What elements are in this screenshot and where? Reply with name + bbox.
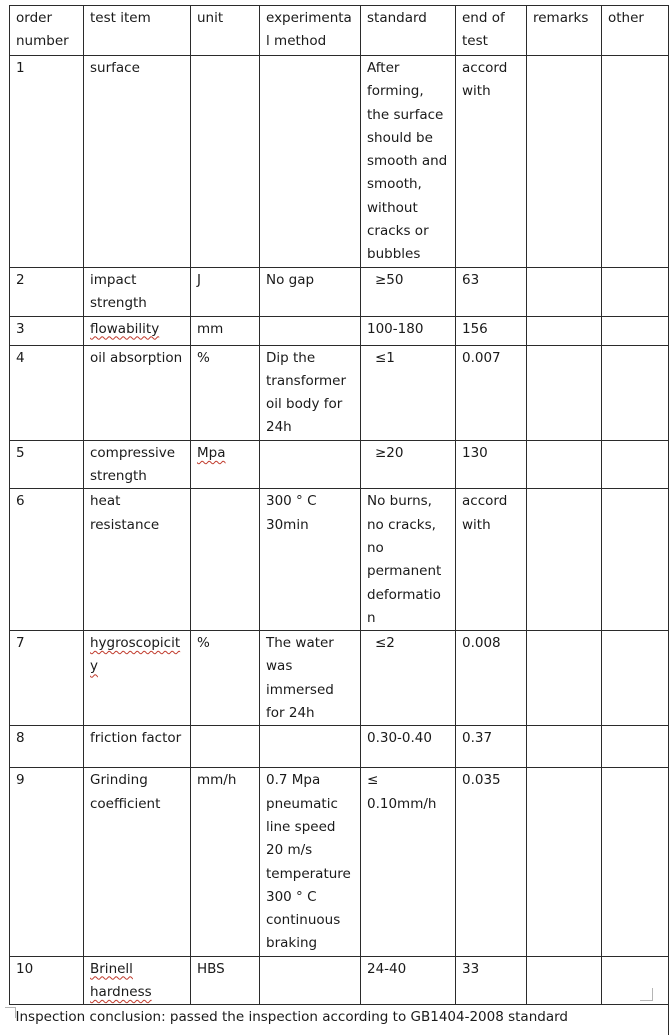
cell-method: [260, 956, 361, 1005]
cell-standard: 0.30-0.40: [361, 726, 456, 768]
cell-item: compressive strength: [84, 440, 191, 489]
cell-result: 130: [456, 440, 527, 489]
cell-unit: [191, 440, 260, 489]
cell-unit: %: [191, 631, 260, 726]
cell-other: [602, 440, 669, 489]
cell-item: Grinding coefficient: [84, 768, 191, 956]
cell-other: [602, 956, 669, 1005]
cell-unit: HBS: [191, 956, 260, 1005]
cell-unit: mm/h: [191, 768, 260, 956]
cell-method: [260, 316, 361, 345]
cell-unit: [191, 489, 260, 631]
cell-order: 5: [10, 440, 84, 489]
cell-result: accord with: [456, 56, 527, 268]
cell-item: [84, 316, 191, 345]
cell-order: 10: [10, 956, 84, 1005]
table-row: [10, 56, 669, 268]
cell-method: Dip the transformer oil body for 24h: [260, 345, 361, 440]
cell-unit: mm: [191, 316, 260, 345]
cell-item: heat resistance: [84, 489, 191, 631]
cell-result: 0.035: [456, 768, 527, 956]
conclusion-row: [10, 1005, 669, 1035]
cell-order: 3: [10, 316, 84, 345]
cell-remarks: [527, 268, 602, 317]
cell-remarks: [527, 345, 602, 440]
cell-item: friction factor: [84, 726, 191, 768]
cell-order: 7: [10, 631, 84, 726]
cell-standard: 100-180: [361, 316, 456, 345]
cell-remarks: [527, 726, 602, 768]
cell-result: 63: [456, 268, 527, 317]
table-row: [10, 956, 669, 1005]
cell-item: surface: [84, 56, 191, 268]
cell-remarks: [527, 489, 602, 631]
cell-result: 33: [456, 956, 527, 1005]
cell-standard: ≤2: [361, 631, 456, 726]
cell-other: [602, 345, 669, 440]
col-header-other: other: [602, 6, 669, 56]
cell-remarks: [527, 56, 602, 268]
header-row: [10, 6, 669, 56]
cell-remarks: [527, 956, 602, 1005]
cell-item-text: hygroscopicity: [90, 635, 181, 675]
cell-other: [602, 56, 669, 268]
cell-result: accord with: [456, 489, 527, 631]
col-header-test-item: test item: [84, 6, 191, 56]
cell-order: 4: [10, 345, 84, 440]
table-row: [10, 489, 669, 631]
cell-standard: 24-40: [361, 956, 456, 1005]
cell-other: [602, 726, 669, 768]
cell-other: [602, 631, 669, 726]
cell-order: 9: [10, 768, 84, 956]
cell-standard: No burns, no cracks, no permanent deformation: [361, 489, 456, 631]
page-corner-mark: [640, 988, 653, 1001]
cell-order: 2: [10, 268, 84, 317]
cell-unit: J: [191, 268, 260, 317]
cell-method: The water was immersed for 24h: [260, 631, 361, 726]
cell-standard: ≥50: [361, 268, 456, 317]
cell-unit: [191, 726, 260, 768]
table-row: [10, 726, 669, 768]
cell-result: 0.37: [456, 726, 527, 768]
col-header-method: experimental method: [260, 6, 361, 56]
cell-result: 0.007: [456, 345, 527, 440]
inspection-conclusion: Inspection conclusion: passed the inspection according to GB1404-2008 standard: [10, 1005, 669, 1035]
table-row: [10, 440, 669, 489]
inspection-table: [9, 5, 669, 1035]
cell-remarks: [527, 316, 602, 345]
cell-other: [602, 268, 669, 317]
cell-method: No gap: [260, 268, 361, 317]
cell-unit: %: [191, 345, 260, 440]
page-corner-mark: [5, 1007, 16, 1018]
cell-result: 156: [456, 316, 527, 345]
cell-method: [260, 726, 361, 768]
cell-method: 300 ° C 30min: [260, 489, 361, 631]
cell-item: [84, 631, 191, 726]
cell-method: [260, 440, 361, 489]
cell-unit-text: Mpa: [197, 444, 226, 461]
col-header-standard: standard: [361, 6, 456, 56]
col-header-order: order number: [10, 6, 84, 56]
col-header-unit: unit: [191, 6, 260, 56]
cell-other: [602, 316, 669, 345]
cell-method: [260, 56, 361, 268]
table-row: [10, 268, 669, 317]
cell-item: [84, 956, 191, 1005]
cell-remarks: [527, 440, 602, 489]
cell-result: 0.008: [456, 631, 527, 726]
cell-remarks: [527, 631, 602, 726]
cell-other: [602, 489, 669, 631]
cell-other: [602, 768, 669, 956]
cell-item-text: flowability: [90, 320, 160, 337]
cell-item: oil absorption: [84, 345, 191, 440]
cell-remarks: [527, 768, 602, 956]
cell-order: 1: [10, 56, 84, 268]
table-row: [10, 768, 669, 956]
col-header-remarks: remarks: [527, 6, 602, 56]
cell-standard: ≤ 0.10mm/h: [361, 768, 456, 956]
table-row: [10, 316, 669, 345]
col-header-result: end of test: [456, 6, 527, 56]
cell-standard: ≤1: [361, 345, 456, 440]
table-row: [10, 345, 669, 440]
table-row: [10, 631, 669, 726]
cell-item: impact strength: [84, 268, 191, 317]
cell-method: 0.7 Mpa pneumatic line speed 20 m/s temperature 300 ° C continuous braking: [260, 768, 361, 956]
cell-standard: ≥20: [361, 440, 456, 489]
cell-order: 6: [10, 489, 84, 631]
cell-order: 8: [10, 726, 84, 768]
cell-standard: After forming, the surface should be smooth and smooth, without cracks or bubbles: [361, 56, 456, 268]
cell-unit: [191, 56, 260, 268]
cell-item-text: Brinell hardness: [90, 960, 152, 1001]
